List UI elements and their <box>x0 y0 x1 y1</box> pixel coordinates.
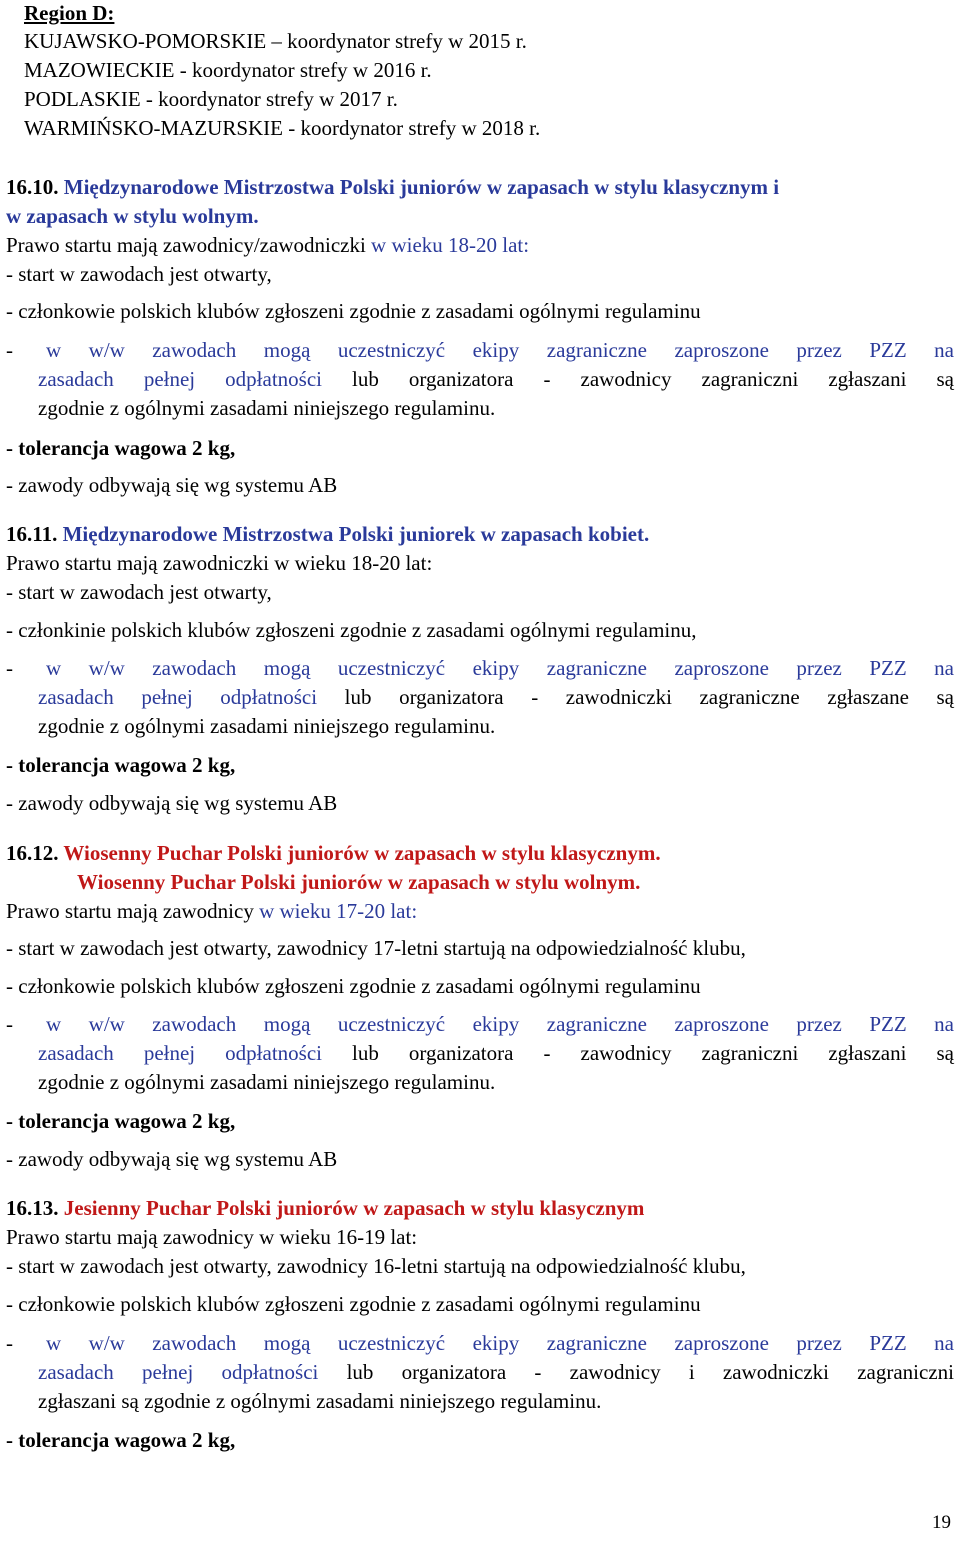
list-item <box>6 472 337 498</box>
list-item <box>6 579 272 605</box>
intro-text: Prawo startu mają zawodnicy <box>6 899 260 923</box>
item-text: zawody odbywają się wg systemu AB <box>18 473 338 497</box>
bullet: - <box>6 1331 13 1355</box>
section-intro: Prawo startu mają zawodnicy w wieku 16-19 lat: <box>6 1225 418 1249</box>
bullet: - <box>6 299 13 323</box>
item-text: tolerancja wagowa 2 kg, <box>18 1109 236 1133</box>
item-text: członkinie polskich klubów zgłoszeni zgodnie z zasadami ogólnymi regulaminu, <box>18 618 697 642</box>
list-item <box>6 1253 746 1279</box>
bullet: - <box>6 936 13 960</box>
item-text: członkowie polskich klubów zgłoszeni zgodnie z zasadami ogólnymi regulaminu <box>18 974 701 998</box>
section-intro <box>6 232 529 258</box>
list-item <box>6 1011 954 1037</box>
list-item <box>6 261 272 287</box>
item-rest: lub organizatora - zawodnicy i zawodniczki zagraniczni <box>318 1360 954 1384</box>
bullet: - <box>6 338 13 362</box>
region-title: Region D: <box>24 1 115 25</box>
bullet: - <box>6 1428 13 1452</box>
item-text: tolerancja wagowa 2 kg, <box>18 1428 236 1452</box>
list-item <box>6 752 235 778</box>
item-text: tolerancja wagowa 2 kg, <box>18 436 236 460</box>
section-number: 16.11. <box>6 522 58 546</box>
bullet: - <box>6 1254 13 1278</box>
list-item <box>6 298 701 324</box>
item-text-cont: zgodnie z ogólnymi zasadami niniejszego regulaminu. <box>38 714 496 738</box>
bullet: - <box>6 1012 13 1036</box>
list-item <box>6 1291 701 1317</box>
item-text-cont: zgodnie z ogólnymi zasadami niniejszego regulaminu. <box>38 1070 496 1094</box>
region-line: KUJAWSKO-POMORSKIE – koordynator strefy w 2015 r. <box>24 29 527 53</box>
item-text: w w/w zawodach mogą uczestniczyć ekipy zagraniczne zaproszone przez PZZ na <box>46 656 954 680</box>
bullet: - <box>6 656 13 680</box>
bullet: - <box>6 473 13 497</box>
item-text: start w zawodach jest otwarty, zawodnicy 16-letni startują na odpowiedzialność klubu, <box>18 1254 746 1278</box>
list-item <box>6 1427 235 1453</box>
item-text-cont <box>38 366 954 392</box>
item-text-cont <box>38 684 954 710</box>
section-intro <box>6 898 417 924</box>
item-blue: zasadach pełnej odpłatności <box>38 367 322 391</box>
item-text: start w zawodach jest otwarty, zawodnicy 17-letni startują na odpowiedzialność klubu, <box>18 936 746 960</box>
section-intro: Prawo startu mają zawodniczki w wieku 18-20 lat: <box>6 551 433 575</box>
section-heading-16-12 <box>6 840 661 866</box>
list-item <box>6 337 954 363</box>
section-number: 16.12. <box>6 841 59 865</box>
list-item <box>6 1330 954 1356</box>
list-item <box>6 973 701 999</box>
region-line: PODLASKIE - koordynator strefy w 2017 r. <box>24 87 398 111</box>
item-rest: lub organizatora - zawodnicy zagraniczni zgłaszani są <box>321 1041 954 1065</box>
item-text: zawody odbywają się wg systemu AB <box>18 1147 338 1171</box>
bullet: - <box>6 262 13 286</box>
item-blue: zasadach pełnej odpłatności <box>38 1360 319 1384</box>
item-text: start w zawodach jest otwarty, <box>18 580 272 604</box>
list-item <box>6 435 235 461</box>
section-title: Międzynarodowe Mistrzostwa Polski juniorek w zapasach kobiet. <box>62 522 650 546</box>
item-text: start w zawodach jest otwarty, <box>18 262 272 286</box>
bullet: - <box>6 580 13 604</box>
item-text: w w/w zawodach mogą uczestniczyć ekipy zagraniczne zaproszone przez PZZ na <box>46 1012 954 1036</box>
item-text: w w/w zawodach mogą uczestniczyć ekipy zagraniczne zaproszone przez PZZ na <box>46 338 954 362</box>
list-item <box>6 617 697 643</box>
list-item <box>6 1108 235 1134</box>
region-line: WARMIŃSKO-MAZURSKIE - koordynator strefy w 2018 r. <box>24 116 541 140</box>
item-rest: lub organizatora - zawodnicy zagraniczni zgłaszani są <box>321 367 954 391</box>
section-number: 16.10. <box>6 175 59 199</box>
bullet: - <box>6 618 13 642</box>
item-text: tolerancja wagowa 2 kg, <box>18 753 236 777</box>
list-item <box>6 655 954 681</box>
section-title: Wiosenny Puchar Polski juniorów w zapasach w stylu klasycznym. <box>63 841 661 865</box>
section-number: 16.13. <box>6 1196 59 1220</box>
region-line: MAZOWIECKIE - koordynator strefy w 2016 r. <box>24 58 432 82</box>
bullet: - <box>6 974 13 998</box>
item-text-cont <box>38 1359 954 1385</box>
bullet: - <box>6 1147 13 1171</box>
list-item <box>6 935 746 961</box>
intro-age: w wieku 18-20 lat: <box>371 233 530 257</box>
list-item <box>6 790 337 816</box>
intro-age: w wieku 17-20 lat: <box>259 899 418 923</box>
section-heading-16-11 <box>6 521 649 547</box>
bullet: - <box>6 436 13 460</box>
bullet: - <box>6 753 13 777</box>
item-blue: zasadach pełnej odpłatności <box>38 685 318 709</box>
item-blue: zasadach pełnej odpłatności <box>38 1041 322 1065</box>
item-text-cont <box>38 1040 954 1066</box>
section-title-cont: w zapasach w stylu wolnym. <box>6 204 259 228</box>
item-text-cont: zgłaszani są zgodnie z ogólnymi zasadami niniejszego regulaminu. <box>38 1389 602 1413</box>
list-item <box>6 1146 337 1172</box>
item-text-cont: zgodnie z ogólnymi zasadami niniejszego regulaminu. <box>38 396 496 420</box>
section-title: Międzynarodowe Mistrzostwa Polski juniorów w zapasach w stylu klasycznym i <box>63 175 780 199</box>
item-rest: lub organizatora - zawodniczki zagraniczne zgłaszane są <box>317 685 954 709</box>
bullet: - <box>6 1109 13 1133</box>
intro-text: Prawo startu mają zawodnicy/zawodniczki <box>6 233 372 257</box>
section-title: Jesienny Puchar Polski juniorów w zapasach w stylu klasycznym <box>63 1196 645 1220</box>
section-heading-16-10 <box>6 174 779 200</box>
page-number: 19 <box>932 1512 951 1533</box>
item-text: członkowie polskich klubów zgłoszeni zgodnie z zasadami ogólnymi regulaminu <box>18 299 701 323</box>
section-heading-16-13 <box>6 1195 644 1221</box>
item-text: zawody odbywają się wg systemu AB <box>18 791 338 815</box>
section-title-cont: Wiosenny Puchar Polski juniorów w zapasach w stylu wolnym. <box>77 870 641 894</box>
bullet: - <box>6 791 13 815</box>
bullet: - <box>6 1292 13 1316</box>
item-text: członkowie polskich klubów zgłoszeni zgodnie z zasadami ogólnymi regulaminu <box>18 1292 701 1316</box>
item-text: w w/w zawodach mogą uczestniczyć ekipy zagraniczne zaproszone przez PZZ na <box>46 1331 954 1355</box>
